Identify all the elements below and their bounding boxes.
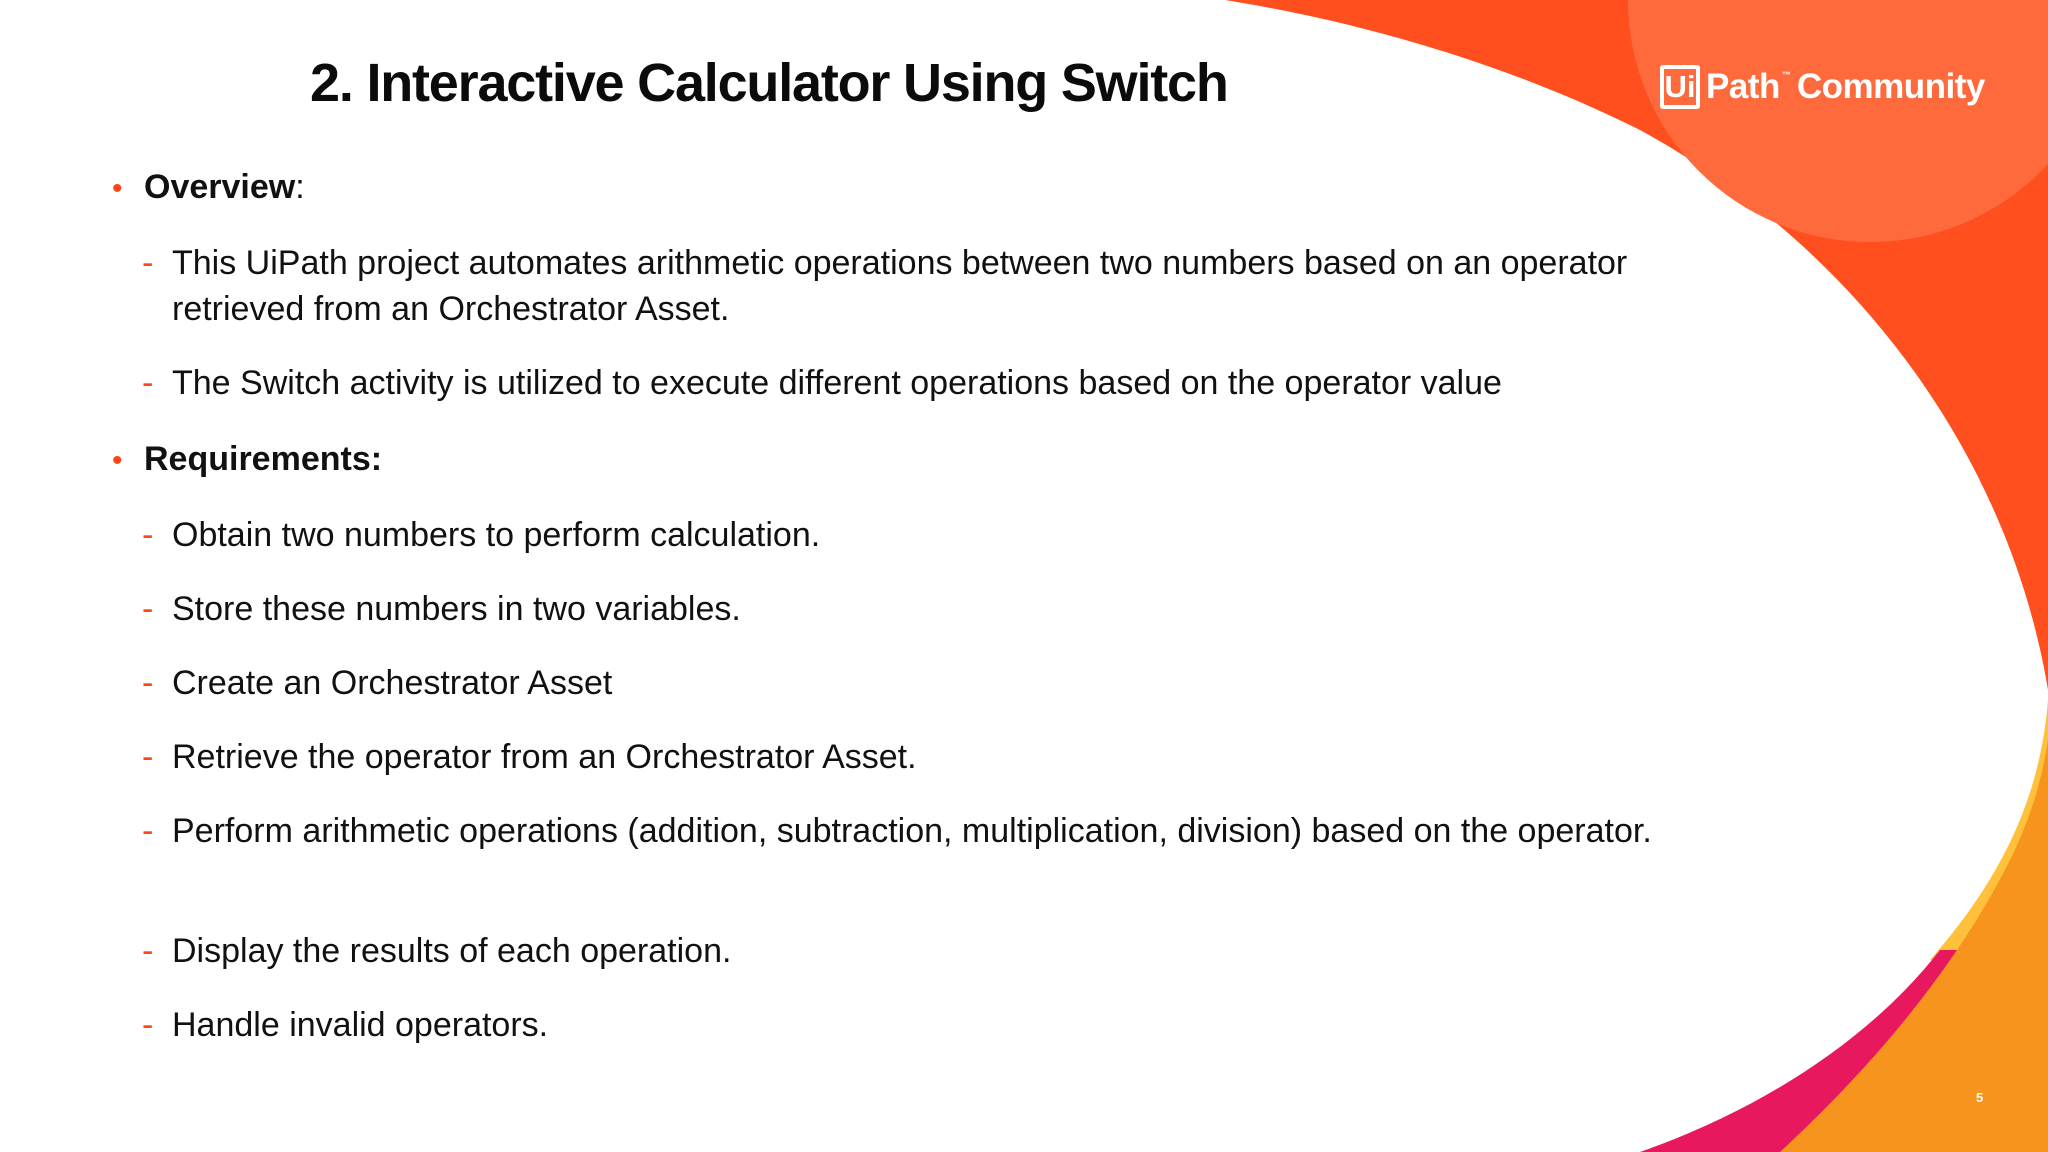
dash-icon: - bbox=[142, 516, 154, 554]
logo-community-text: Community bbox=[1796, 67, 1985, 106]
list-item-text: Obtain two numbers to perform calculation. bbox=[172, 516, 821, 554]
list-item bbox=[142, 586, 1722, 632]
list-item bbox=[142, 360, 1722, 406]
dash-icon: - bbox=[142, 590, 154, 628]
dash-icon: - bbox=[142, 1006, 154, 1044]
list-item bbox=[142, 1002, 1722, 1048]
dash-icon: - bbox=[142, 932, 154, 970]
logo-trademark: ™ bbox=[1781, 70, 1791, 80]
list-item bbox=[142, 808, 1722, 854]
list-item bbox=[142, 240, 1722, 332]
logo-path-text: Path bbox=[1706, 67, 1780, 106]
list-item bbox=[142, 660, 1722, 706]
uipath-community-logo bbox=[1660, 60, 1985, 114]
overview-colon: : bbox=[295, 168, 305, 206]
list-item bbox=[142, 734, 1722, 780]
list-item-text: Store these numbers in two variables. bbox=[172, 590, 741, 628]
bullet-icon: • bbox=[112, 172, 123, 205]
dash-icon: - bbox=[142, 244, 154, 282]
overview-heading bbox=[112, 168, 305, 207]
list-item-text: Create an Orchestrator Asset bbox=[172, 664, 613, 702]
dash-icon: - bbox=[142, 364, 154, 402]
list-item-text: Perform arithmetic operations (addition, subtraction, multiplication, division) based on the operator. bbox=[172, 812, 1652, 850]
page-number: 5 bbox=[1976, 1090, 1984, 1105]
requirements-heading bbox=[112, 440, 382, 479]
list-item-text: Handle invalid operators. bbox=[172, 1006, 549, 1044]
overview-label: Overview bbox=[144, 168, 296, 206]
bullet-icon: • bbox=[112, 444, 123, 477]
logo-ui-box: Ui bbox=[1660, 65, 1700, 109]
light-circle-shape bbox=[1628, 0, 2048, 242]
list-item-text: Display the results of each operation. bbox=[172, 932, 732, 970]
slide-title: 2. Interactive Calculator Using Switch bbox=[310, 53, 1228, 113]
dash-icon: - bbox=[142, 738, 154, 776]
list-item bbox=[142, 928, 1722, 974]
list-item-text: The Switch activity is utilized to execute different operations based on the operator value bbox=[172, 364, 1502, 402]
dash-icon: - bbox=[142, 664, 154, 702]
dash-icon: - bbox=[142, 812, 154, 850]
requirements-label: Requirements: bbox=[144, 440, 383, 478]
list-item-text: Retrieve the operator from an Orchestrator Asset. bbox=[172, 738, 917, 776]
list-item-text: This UiPath project automates arithmetic operations between two numbers based on an operator retrieved from an Orchestrator Asset. bbox=[172, 244, 1628, 328]
list-item bbox=[142, 512, 1722, 558]
